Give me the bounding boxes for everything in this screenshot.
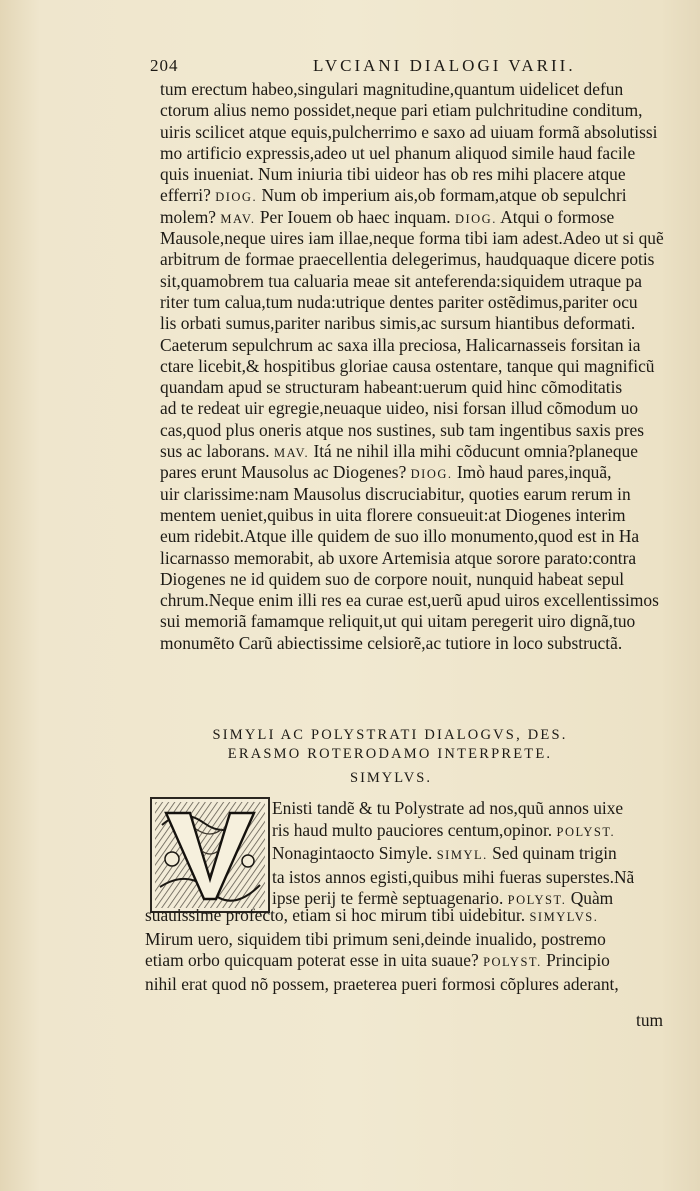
speaker-label: POLYST. bbox=[556, 824, 616, 839]
speaker-label: MAV. bbox=[274, 446, 310, 461]
text-segment: Atqui o formose bbox=[500, 206, 615, 227]
text-line: Enisti tandẽ & tu Polystrate ad nos,quũ annos uixe bbox=[272, 798, 624, 818]
text-line: mo artificio expressis,adeo ut uel phanum aliquod simile haud facile bbox=[160, 142, 636, 163]
text-line: uir clarissime:nam Mausolus discruciabitur, quoties earum rerum in bbox=[160, 483, 631, 504]
woodcut-ornament bbox=[152, 799, 268, 911]
speaker-label: POLYST. bbox=[483, 955, 542, 969]
speaker-label: MAV. bbox=[220, 211, 256, 226]
page-header bbox=[150, 56, 590, 80]
text-line: quis inueniat. Num iniuria tibi uideor has ob res mihi placere atque bbox=[160, 164, 626, 185]
speaker-label: SIMYL. bbox=[436, 848, 488, 862]
text-segment: ipse perij te fermè septuagenario. bbox=[272, 888, 504, 908]
text-line bbox=[160, 185, 680, 206]
folio-number: 204 bbox=[150, 56, 179, 75]
text-line: quandam apud se structuram habeant:uerum quid hinc cõmoditatis bbox=[160, 377, 623, 398]
catchword: tum bbox=[636, 1010, 664, 1030]
text-segment: Sed quinam trigin bbox=[492, 843, 617, 863]
text-line: sit,quamobrem tua caluaria meae sit anteferenda:siquidem utraque pa bbox=[160, 270, 642, 291]
text-segment: Itá ne nihil illa mihi cõducunt omnia?planeque bbox=[313, 441, 638, 462]
main-text-block bbox=[160, 79, 680, 654]
text-line: lis orbati sumus,pariter naribus simis,ac sursum hiantibus deformati. bbox=[160, 313, 636, 334]
text-segment: pares erunt Mausolus ac Diogenes? bbox=[160, 462, 407, 483]
decorated-initial-v bbox=[150, 797, 270, 913]
text-line: monumẽto Carũ abiectissime celsiorẽ,ac tutiore in loco substructã. bbox=[160, 632, 623, 653]
text-line: cas,quod plus oneris atque nos sustines, sub tam ingentibus saxis pres bbox=[160, 419, 644, 440]
speaker-label: SIMYLVS. bbox=[529, 910, 599, 924]
section-heading bbox=[160, 726, 620, 764]
text-line bbox=[145, 905, 675, 929]
text-line: chrum.Neque enim illi res ea curae est,uerũ apud uiros excellentissimos bbox=[160, 590, 659, 611]
text-line: Caeterum sepulchrum ac saxa illa preciosa, Halicarnasseis forsitan ia bbox=[160, 334, 641, 355]
text-line bbox=[160, 441, 680, 462]
text-line: ad te redeat uir egregie,neuaque uideo, nisi forsan illud cõmodum uo bbox=[160, 398, 639, 419]
text-line bbox=[145, 950, 675, 974]
text-line: uiris scilicet atque equis,pulcherrimo e saxo ad uiuam formã absolutissi bbox=[160, 121, 658, 142]
text-segment: suauissime profecto, etiam si hoc mirum tibi uidebitur. bbox=[145, 905, 526, 925]
text-line bbox=[160, 462, 680, 483]
speaker-label: DIOG. bbox=[410, 467, 453, 482]
text-segment: Principio bbox=[546, 950, 610, 970]
heading-line: ERASMO ROTERODAMO INTERPRETE. bbox=[227, 746, 553, 762]
text-line bbox=[160, 207, 680, 228]
running-title: LVCIANI DIALOGI VARII. bbox=[313, 56, 576, 75]
text-segment: sus ac laborans. bbox=[160, 441, 270, 462]
text-line: sui memoriã famamque reliquit,ut qui uitam peregerit uiro dignã,tuo bbox=[160, 611, 636, 632]
text-segment: Per Iouem ob haec inquam. bbox=[259, 206, 451, 227]
text-segment: ris haud multo pauciores centum,opinor. bbox=[272, 819, 553, 840]
text-line bbox=[272, 843, 672, 867]
text-line: ctare licebit,& hospitibus gloriae causa ostentare, tanque qui magnificũ bbox=[160, 355, 655, 376]
text-line: Mirum uero, siquidem tibi primum seni,deinde inualido, postremo bbox=[145, 928, 606, 949]
text-line: arbitrum de formae praecellentia delegerimus, haudquaque dicere potis bbox=[160, 249, 655, 270]
text-line: eum ridebit.Atque ille quidem de suo illo monumento,quod est in Ha bbox=[160, 526, 640, 547]
text-line: Diogenes ne id quidem suo de corpore nouit, nunquid habeat sepul bbox=[160, 568, 625, 589]
text-line: ctorum alius nemo possidet,neque pari etiam pulchritudine conditum, bbox=[160, 100, 643, 121]
speaker-label: DIOG. bbox=[215, 190, 258, 205]
text-segment: etiam orbo quicquam poterat esse in uita suaue? bbox=[145, 950, 479, 970]
text-segment: Nonagintaocto Simyle. bbox=[272, 843, 433, 863]
text-line: mentem ueniet,quibus in uita florere consueuit:at Diogenes interim bbox=[160, 504, 626, 525]
text-segment: Quàm bbox=[570, 888, 614, 908]
dialogue-below-initial bbox=[145, 905, 675, 995]
text-segment: Num ob imperium ais,ob formam,atque ob sepulchri bbox=[261, 185, 627, 206]
speaker-heading: SIMYLVS. bbox=[350, 770, 432, 786]
text-line: ta istos annos egisti,quibus mihi fueras superstes.Nã bbox=[272, 866, 635, 887]
text-line bbox=[272, 820, 672, 844]
speaker-label: POLYST. bbox=[507, 893, 567, 907]
heading-line: SIMYLI AC POLYSTRATI DIALOGVS, DES. bbox=[212, 727, 568, 743]
speaker-label: DIOG. bbox=[454, 211, 497, 226]
dialogue-beside-initial bbox=[272, 798, 672, 912]
text-line: riter tum calua,tum nuda:utrique dentes pariter ostẽdimus,pariter ocu bbox=[160, 291, 638, 312]
text-line: Mausole,neque uires iam illae,neque forma tibi iam adest.Adeo ut si quẽ bbox=[160, 228, 664, 249]
text-segment: Imò haud pares,inquã, bbox=[456, 462, 612, 483]
text-segment: molem? bbox=[160, 206, 217, 227]
text-line: licarnasso memorabit, ab uxore Artemisia atque sorore parato:contra bbox=[160, 547, 637, 568]
text-line: nihil erat quod nõ possem, praeterea pueri formosi cõplures aderant, bbox=[145, 973, 619, 994]
text-segment: efferri? bbox=[160, 185, 211, 206]
text-line: tum erectum habeo,singulari magnitudine,quantum uidelicet defun bbox=[160, 79, 624, 99]
